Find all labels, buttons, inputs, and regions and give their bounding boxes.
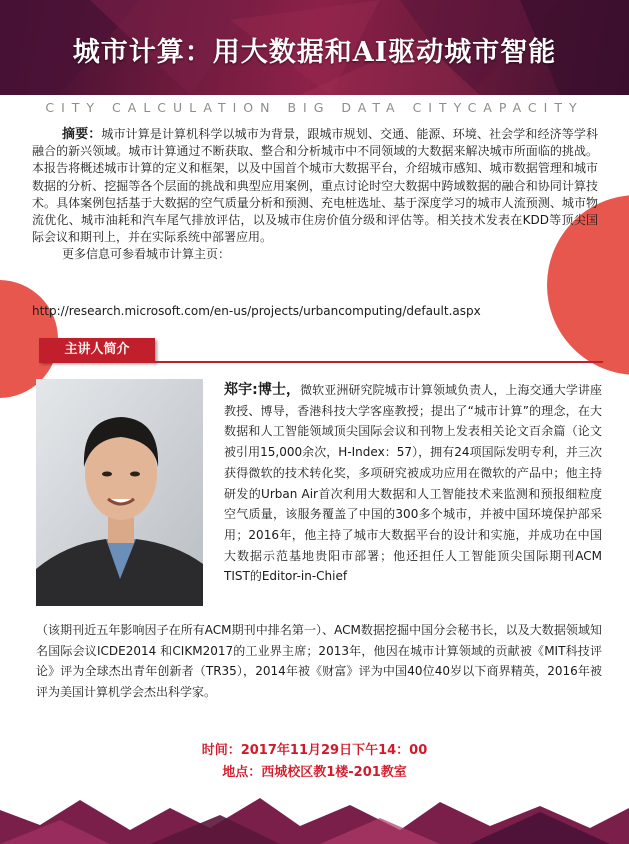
section-divider [39,361,603,363]
abstract-label: 摘要： [62,127,102,142]
abstract-paragraph [32,126,598,246]
homepage-link[interactable]: http://research.microsoft.com/en-us/projects/urbancomputing/default.aspx [32,304,481,318]
speaker-bio-continued: （该期刊近五年影响因子在所有ACM期刊中排名第一）、ACM数据挖掘中国分会秘书长，以及大数据领域知名国际会议ICDE2014 和CIKM2017的工业界主席；2013年，他因在城市计算领域的贡献被《MIT科技评论》评为全球杰出青年创新者（TR35），2014年被《财富》评为中国40位40岁以下商界精英，2016年被评为美国计算机学会杰出科学家。 [36,623,602,700]
page-title: 城市计算：用大数据和AI驱动城市智能 [72,37,557,68]
event-place: 地点：西城校区教1楼-201教室 [222,765,407,780]
speaker-name: 郑宇:博士， [224,382,301,398]
speaker-section-title: 主讲人简介 [39,338,155,362]
event-time: 时间：2017年11月29日下午14：00 [201,743,428,758]
more-info-text: 更多信息可参看城市计算主页： [62,247,231,262]
speaker-bio-right [224,380,602,587]
speaker-bio-text: 微软亚洲研究院城市计算领域负责人，上海交通大学讲座教授、博导，香港科技大学客座教授；提出了“城市计算”的理念，在大数据和人工智能领域顶尖国际会议和刊物上发表相关论文百余篇（论文被引用15,000余次，H-Index：57），拥有24项国际发明专利，并三次获得微软的技术转化奖，多项研究被成功应用在微软的产品中；他主持研发的Urban Air首次利用大数据和人工智能技术来监测和预报细粒度空气质量，该服务覆盖了中国的300多个城市，并被中国环境保护部采用；2016年，他主持了城市大数据平台的设计和实施，并成功在中国大数据示范基地贵阳市部署；他还担任人工智能顶尖国际期刊ACM TIST的Editor-in-Chief [224,383,602,584]
abstract-section [32,126,598,264]
footer-decoration [0,790,629,844]
page-subtitle: CITY CALCULATION BIG DATA CITYCAPACITY [45,100,584,115]
speaker-photo [36,379,203,606]
abstract-text: 城市计算是计算机科学以城市为背景，跟城市规划、交通、能源、环境、社会学和经济等学科融合的新兴领域。城市计算通过不断获取、整合和分析城市中不同领域的大数据来解决城市所面临的挑战。本报告将概述城市计算的定义和框架，以及中国首个城市大数据平台，介绍城市感知、城市数据管理和城市数据的分析、挖掘等各个层面的挑战和典型应用案例，重点讨论时空大数据中跨域数据的融合和协同计算技术。具体案例包括基于大数据的空气质量分析和预测、充电桩选址、基于深度学习的城市人流预测、城市物流优化、城市油耗和汽车尾气排放评估，以及城市住房价值分级和评估等。相关技术发表在KDD等顶尖国际会议和期刊上，并在实际系统中部署应用。 [32,127,598,245]
header-banner [0,0,629,95]
portrait-image [36,379,203,606]
bio-paragraph [224,380,602,587]
